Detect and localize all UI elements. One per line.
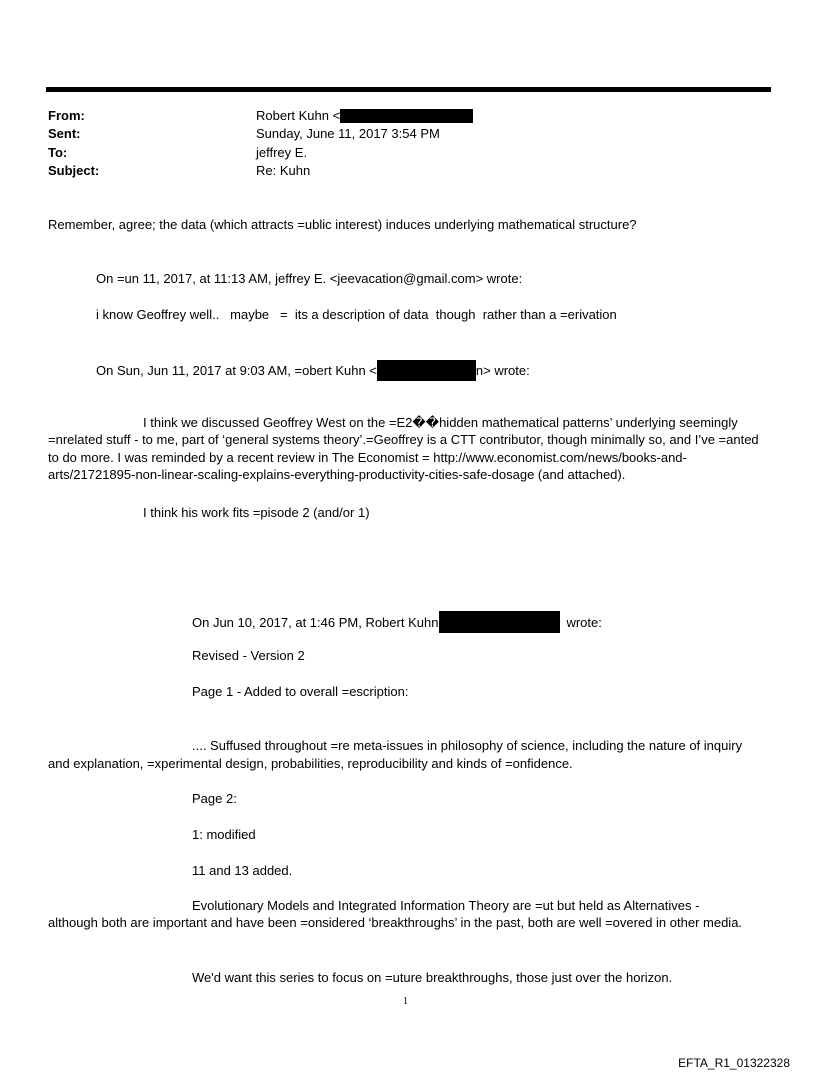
quote2-intro [96, 360, 530, 381]
header-rule [46, 87, 771, 92]
redaction-box [340, 109, 473, 123]
quote1-text: i know Geoffrey well.. maybe = its a description of data though rather than a =erivation [96, 307, 617, 322]
sent-label: Sent: [48, 126, 81, 141]
to-label: To: [48, 145, 68, 160]
quote2-intro-start: On Sun, Jun 11, 2017 at 9:03 AM, =obert Kuhn < [96, 363, 377, 378]
quote3-intro-start: On Jun 10, 2017, at 1:46 PM, Robert Kuhn [192, 615, 439, 630]
added-line: 11 and 13 added. [192, 863, 293, 878]
quote2-paragraph: =nrelated stuff - to me, part of ‘general systems theory’.=Geoffrey is a CTT contributor, though minimally so, and I’ve =anted to do more. I was reminded by a recent review in The Economist = http://www.economist.com/news/books-and-arts/21721895-non-linear-scaling-explains-everything-productivity-cities-safe-dosage (and attached). [48, 432, 759, 482]
redaction-box [439, 611, 560, 633]
body-paragraph-1: Remember, agree; the data (which attracts =ublic interest) induces underlying mathematical structure? [48, 217, 637, 232]
future-line: We'd want this series to focus on =uture breakthroughs, those just over the horizon. [192, 970, 673, 985]
subject-value: Re: Kuhn [256, 163, 311, 178]
quote2-intro-end: n> wrote: [475, 363, 530, 378]
evolutionary-first-line: Evolutionary Models and Integrated Information Theory are =ut but held as Alternatives - [192, 898, 700, 913]
document-id: EFTA_R1_01322328 [678, 1056, 790, 1070]
from-value [256, 108, 473, 123]
sent-value: Sunday, June 11, 2017 3:54 PM [256, 126, 440, 141]
page1-line: Page 1 - Added to overall =escription: [192, 684, 409, 699]
quote1-intro: On =un 11, 2017, at 11:13 AM, jeffrey E. <jeevacation@gmail.com> wrote: [96, 271, 523, 286]
from-label: From: [48, 108, 85, 123]
suffused-first-line: .... Suffused throughout =re meta-issues in philosophy of science, including the nature of inquiry [192, 738, 743, 753]
redaction-box [377, 360, 476, 381]
page2-line: Page 2: [192, 791, 237, 806]
page-number: 1 [403, 996, 408, 1007]
subject-label: Subject: [48, 163, 100, 178]
to-value: jeffrey E. [256, 145, 308, 160]
quote2-episode: I think his work fits =pisode 2 (and/or 1) [143, 505, 370, 520]
modified-line: 1: modified [192, 827, 256, 842]
quote2-paragraph-first-line: I think we discussed Geoffrey West on the =E2��hidden mathematical patterns’ underlying seemingly [143, 415, 738, 430]
suffused-rest: and explanation, =xperimental design, probabilities, reproducibility and kinds of =onfidence. [48, 756, 573, 771]
from-text: Robert Kuhn < [256, 108, 341, 123]
quote3-intro [192, 611, 602, 633]
revised-line: Revised - Version 2 [192, 648, 305, 663]
quote3-intro-end: wrote: [566, 615, 602, 630]
evolutionary-rest: although both are important and have been =onsidered ‘breakthroughs’ in the past, both are well =overed in other media. [48, 915, 743, 930]
